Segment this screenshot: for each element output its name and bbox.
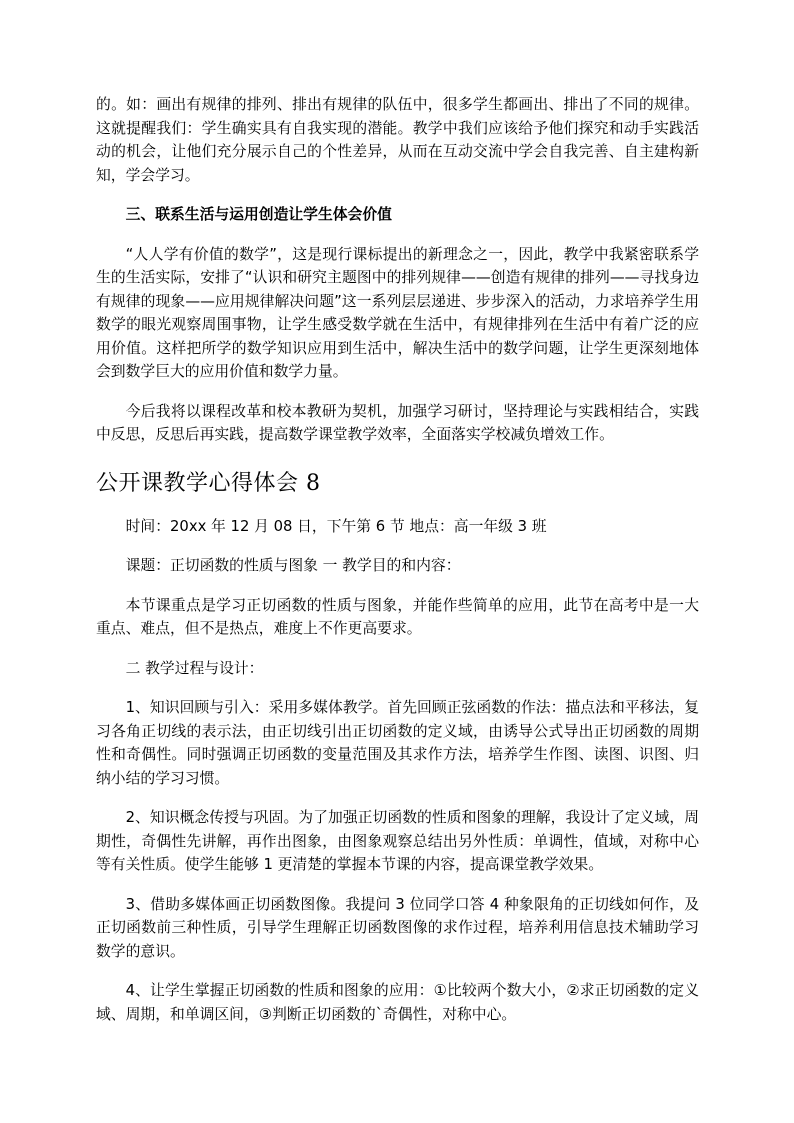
paragraph: 3、借助多媒体画正切函数图像。我提问 3 位同学口答 4 种象限角的正切线如何作，及正切函数前三种性质，引导学生理解正切函数图像的求作过程，培养利用信息技术辅助学习数学的意识。 [96,895,699,960]
paragraph: 今后我将以课程改革和校本教研为契机，加强学习研讨，坚持理论与实践相结合，实践中反思，反思后再实践，提高数学课堂教学效率，全面落实学校减负增效工作。 [96,402,699,443]
paragraph-subheading: 二 教学过程与设计： [125,659,264,677]
paragraph: 本节课重点是学习正切函数的性质与图象，并能作些简单的应用，此节在高考中是一大重点、难点，但不是热点，难度上不作更高要求。 [96,596,699,637]
paragraph-time-location: 时间：20xx 年 12 月 08 日，下午第 6 节 地点：高一年级 3 班 [125,517,547,535]
section-heading: 三、联系生活与运用创造让学生体会价值 [125,206,392,223]
paragraph-topic: 课题：正切函数的性质与图象 一 教学目的和内容： [125,557,461,574]
paragraph: “人人学有价值的数学”，这是现行课标提出的新理念之一，因此，教学中我紧密联系学生的生活实际，安排了“认识和研究主题图中的排列规律——创造有规律的排列——寻找身边有规律的现象——应用规律解决问题”这一系列层层递进、步步深入的活动，力求培养学生用数学的眼光观察周围事物，让学生感受数学就在生活中，有规律排列在生活中有着广泛的应用价值。这样把所学的数学知识应用到生活中，解决生活中的数学问题，让学生更深刻地体会到数学巨大的应用价值和数学力量。 [96,245,699,380]
paragraph: 4、让学生掌握正切函数的性质和图象的应用：①比较两个数大小，②求正切函数的定义域、周期，和单调区间，③判断正切函数的`奇偶性，对称中心。 [96,982,699,1023]
paragraph: 1、知识回顾与引入：采用多媒体教学。首先回顾正弦函数的作法：描点法和平移法，复习各角正切线的表示法，由正切线引出正切函数的定义域，由诱导公式导出正切函数的周期性和奇偶性。同时强调正切函数的变量范围及其求作方法，培养学生作图、读图、识图、归纳小结的学习习惯。 [96,699,699,787]
document-title: 公开课教学心得体会 8 [96,470,321,496]
paragraph-continuation: 的。如：画出有规律的排列、排出有规律的队伍中，很多学生都画出、排出了不同的规律。这就提醒我们：学生确实具有自我实现的潜能。教学中我们应该给予他们探究和动手实践活动的机会，让他们充分展示自己的个性差异，从而在互动交流中学会自我完善、自主建构新知，学会学习。 [96,96,699,184]
paragraph: 2、知识概念传授与巩固。为了加强正切函数的性质和图象的理解，我设计了定义域，周期性，奇偶性先讲解，再作出图象，由图象观察总结出另外性质：单调性，值域，对称中心等有关性质。使学生能够 1 更清楚的掌握本节课的内容，提高课堂教学效果。 [96,809,699,873]
document-body [96,93,699,1026]
